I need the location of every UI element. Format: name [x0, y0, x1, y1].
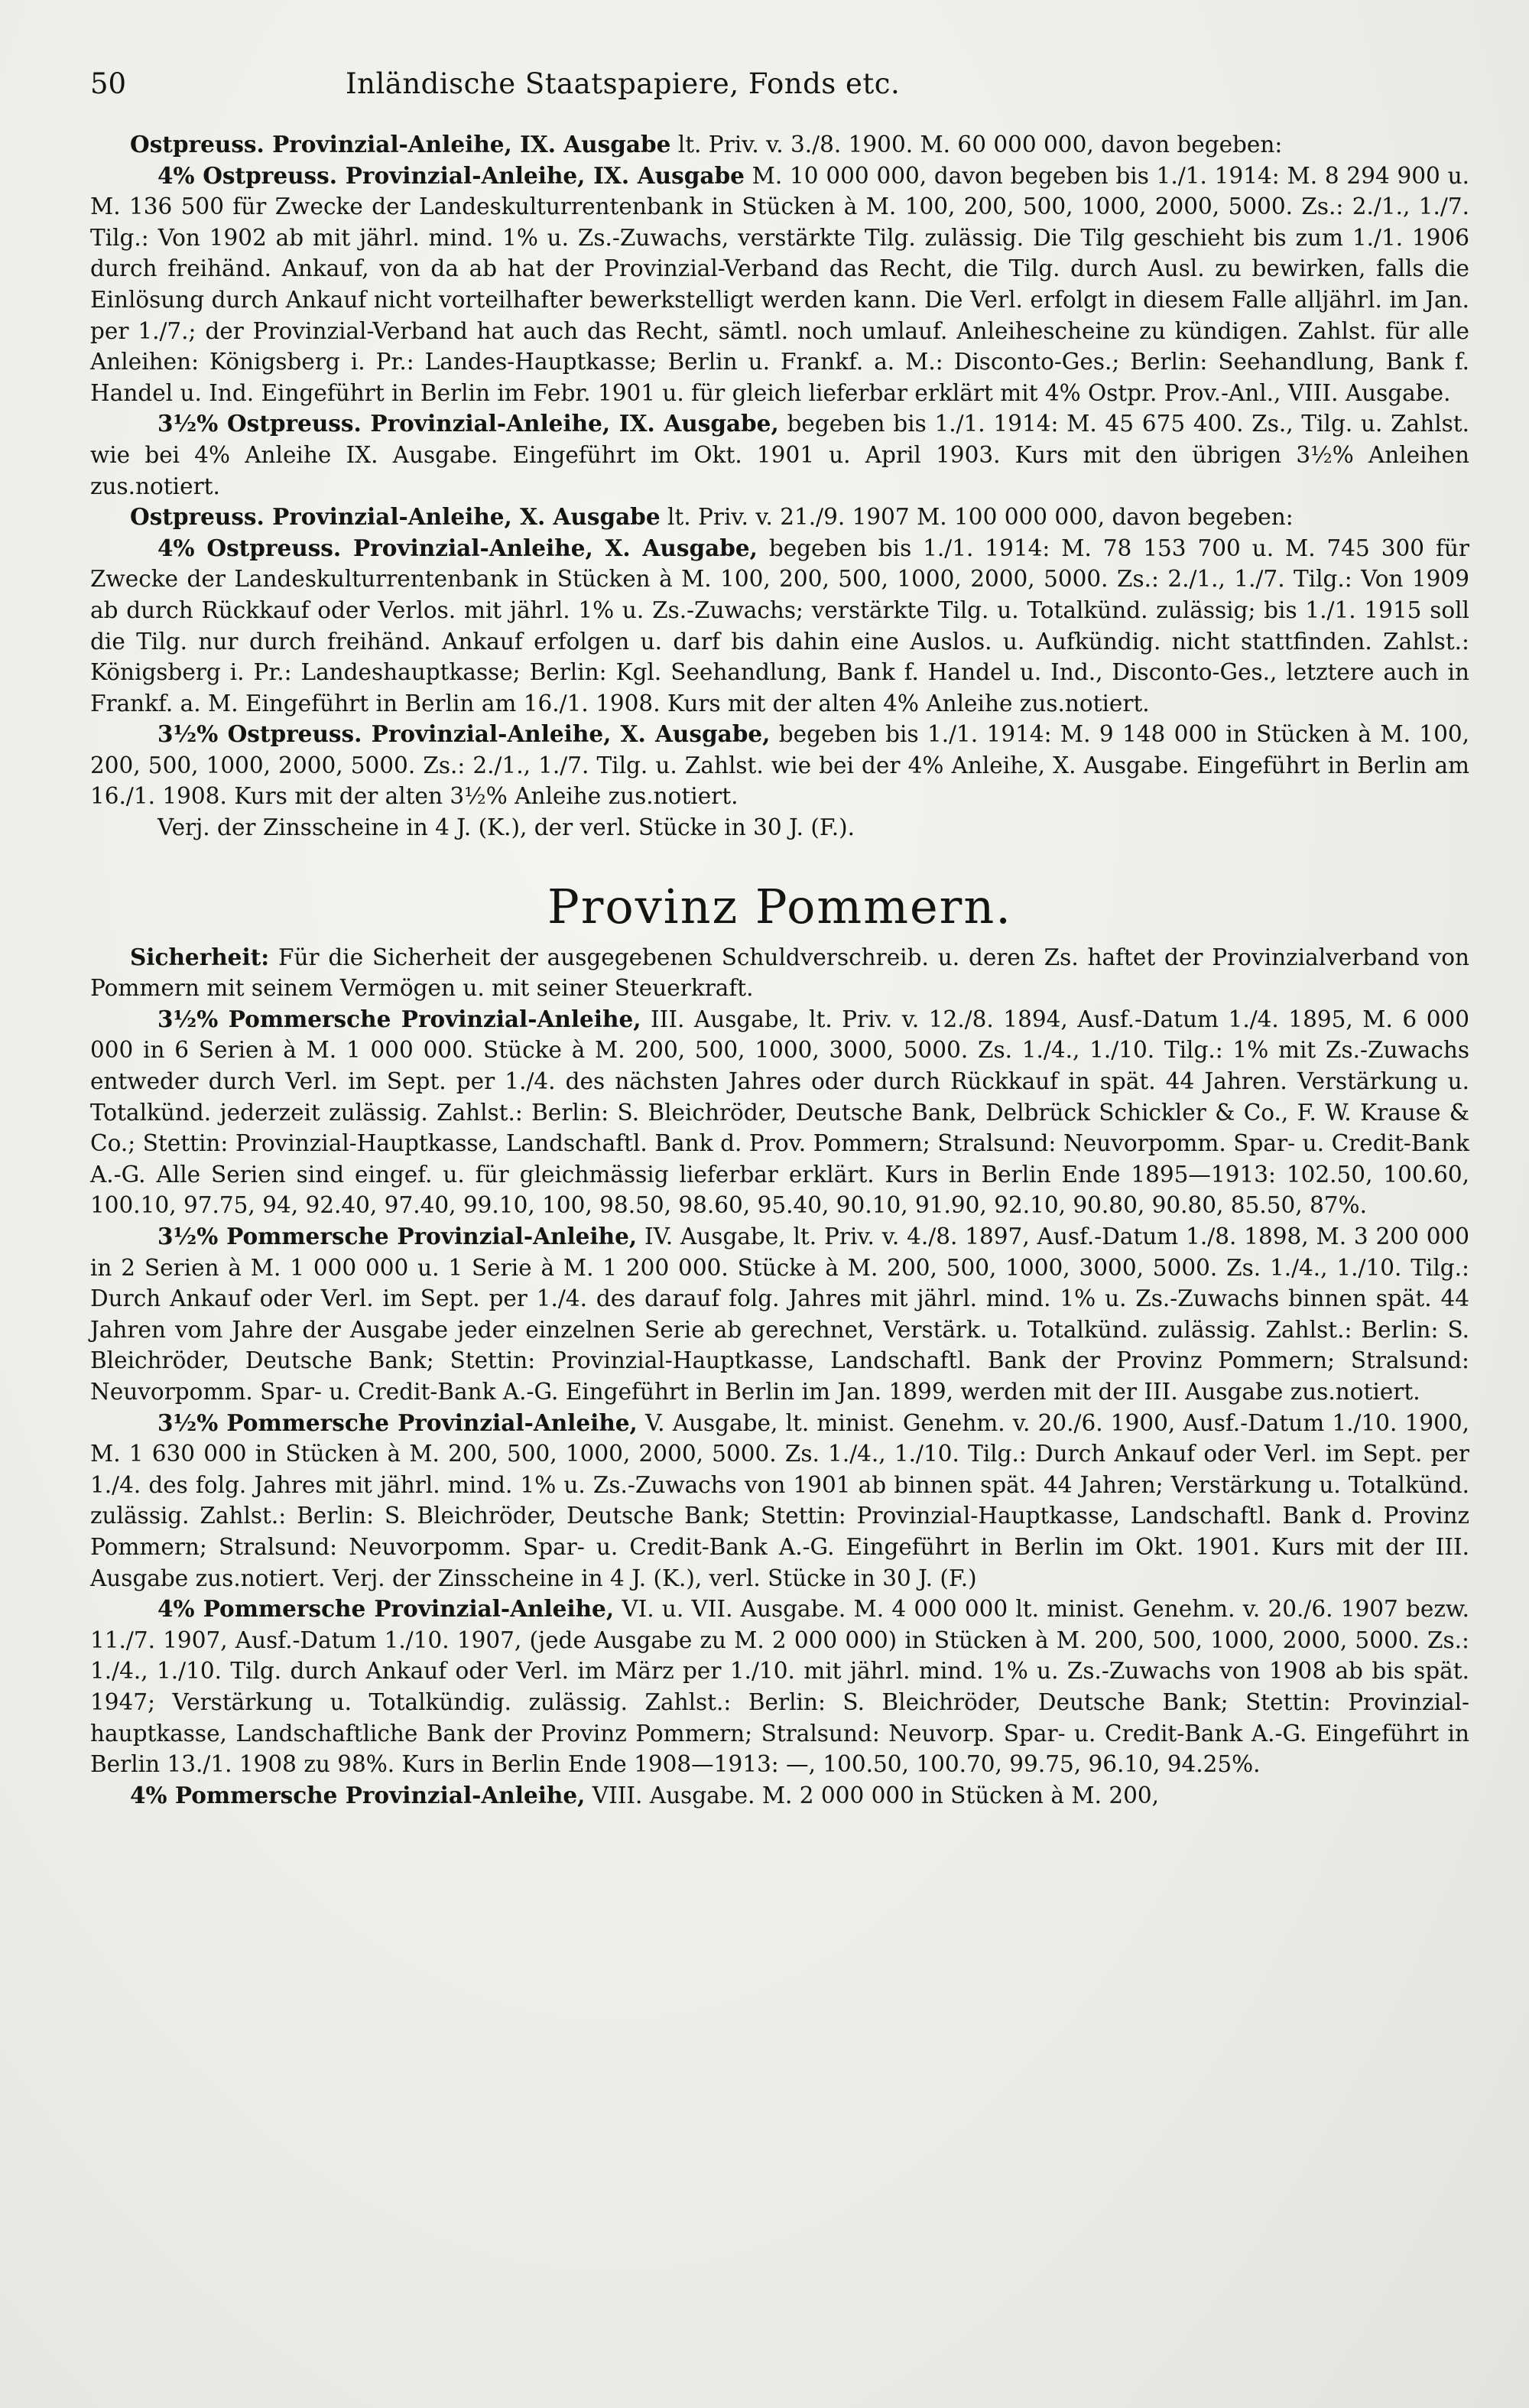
ostpr-x-35pct	[90, 719, 1469, 812]
ostpr-x-intro-heading: Ostpreuss. Provinzial-Anleihe, X. Ausgabe	[130, 503, 661, 531]
pommern-v-text: V. Ausgabe, lt. minist. Genehm. v. 20./6. 1900, Ausf.-Datum 1./10. 1900, M. 1 630 000 in Stücken à M. 200, 500, 1000, 2000, 5000. Zs. 1./4., 1./10. Tilg.: Durch Ankauf oder Verl. im Sept. per 1./4. des folg. Jahres mit jährl. mind. 1% u. Zs.-Zuwachs von 1901 ab binnen spät. 44 Jahren; Verstärkung u. Totalkünd. zulässig. Zahlst.: Berlin: S. Bleichröder, Deutsche Bank; Stettin: Provinzial-Hauptkasse, Landschaftl. Bank d. Provinz Pommern; Stralsund: Neuvorpomm. Spar- u. Credit-Bank A.-G. Eingeführt in Berlin im Okt. 1901. Kurs mit der III. Ausgabe zus.notiert. Verj. der Zinsscheine in 4 J. (K.), verl. Stücke in 30 J. (F.)	[90, 1409, 1470, 1591]
ostpr-ix-intro-text: lt. Priv. v. 3./8. 1900. M. 60 000 000, davon begeben:	[670, 132, 1283, 158]
pommern-iv-heading: 3½% Pommersche Provinzial-Anleihe,	[157, 1223, 638, 1249]
ostpr-ix-4pct-heading: 4% Ostpreuss. Provinzial-Anleihe, IX. Ausgabe	[157, 161, 745, 189]
page-number: 50	[90, 67, 127, 100]
pommern-viii	[90, 1780, 1469, 1812]
ostpr-x-35pct-text: begeben bis 1./1. 1914: M. 9 148 000 in Stücken à M. 100, 200, 500, 1000, 2000, 5000. Zs.: 2./1., 1./7. Tilg. u. Zahlst. wie bei der 4% Anleihe, X. Ausgabe. Eingeführt in Berlin am 16./1. 1908. Kurs mit der alten 3½% Anleihe zus.notiert.	[90, 721, 1469, 810]
pommern-vi-vii	[90, 1594, 1469, 1780]
pommern-vi-vii-text: VI. u. VII. Ausgabe. M. 4 000 000 lt. minist. Genehm. v. 20./6. 1907 bezw. 11./7. 1907, Ausf.-Datum 1./10. 1907, (jede Ausgabe zu M. 2 000 000) in Stücken à M. 200, 500, 1000, 2000, 5000. Zs.: 1./4., 1./10. Tilg. durch Ankauf oder Verl. im März per 1./10. mit jährl. mind. 1% u. Zs.-Zuwachs von 1908 ab bis spät. 1947; Verstärkung u. Totalkündig. zulässig. Zahlst.: Berlin: S. Bleichröder, Deutsche Bank; Stettin: Provinzial-hauptkasse, Landschaftliche Bank der Provinz Pommern; Stralsund: Neuvorp. Spar- u. Credit-Bank A.-G. Eingeführt in Berlin 13./1. 1908 zu 98%. Kurs in Berlin Ende 1908—1913: —, 100.50, 100.70, 99.75, 96.10, 94.25%.	[90, 1596, 1470, 1778]
pommern-sicherheit	[90, 942, 1469, 1004]
ostpr-x-intro	[90, 502, 1469, 533]
running-title: Inländische Staatspapiere, Fonds etc.	[346, 67, 901, 100]
ostpr-ix-35pct	[90, 408, 1469, 502]
ostpr-x-intro-text: lt. Priv. v. 21./9. 1907 M. 100 000 000, davon begeben:	[660, 504, 1294, 531]
pommern-viii-heading: 4% Pommersche Provinzial-Anleihe,	[130, 1781, 586, 1808]
section-title-pommern: Provinz Pommern.	[547, 878, 1012, 934]
ostpr-ix-35pct-text: begeben bis 1./1. 1914: M. 45 675 400. Zs., Tilg. u. Zahlst. wie bei 4% Anleihe IX. Ausgabe. Eingeführt im Okt. 1901 u. April 1903. Kurs mit den übrigen 3½% Anleihen zus.notiert.	[90, 411, 1469, 499]
pommern-viii-text: VIII. Ausgabe. M. 2 000 000 in Stücken à M. 200,	[585, 1782, 1160, 1808]
pommern-iii-heading: 3½% Pommersche Provinzial-Anleihe,	[157, 1005, 641, 1032]
pommern-iv-text: IV. Ausgabe, lt. Priv. v. 4./8. 1897, Ausf.-Datum 1./8. 1898, M. 3 200 000 in 2 Serien à M. 1 000 000 u. 1 Serie à M. 1 200 000. Stücke à M. 200, 500, 1000, 3000, 5000. Zs. 1./4., 1./10. Tilg.: Durch Ankauf oder Verl. im Sept. per 1./4. des darauf folg. Jahres mit jährl. mind. 1% u. Zs.-Zuwachs binnen spät. 44 Jahren vom Jahre der Ausgabe jeder einzelnen Serie ab gerechnet, Verstärk. u. Totalkünd. zulässig. Zahlst.: Berlin: S. Bleichröder, Deutsche Bank; Stettin: Provinzial-Hauptkasse, Landschaftl. Bank der Provinz Pommern; Stralsund: Neuvorpomm. Spar- u. Credit-Bank A.-G. Eingeführt in Berlin im Jan. 1899, werden mit der III. Ausgabe zus.notiert.	[90, 1223, 1469, 1405]
ostpr-x-35pct-heading: 3½% Ostpreuss. Provinzial-Anleihe, X. Ausgabe,	[157, 720, 771, 748]
pommern-vi-vii-heading: 4% Pommersche Provinzial-Anleihe,	[157, 1595, 615, 1623]
pommern-iii-text: III. Ausgabe, lt. Priv. v. 12./8. 1894, Ausf.-Datum 1./4. 1895, M. 6 000 000 in 6 Serien à M. 1 000 000. Stücke à M. 200, 500, 1000, 3000, 5000. Zs. 1./4., 1./10. Tilg.: 1% mit Zs.-Zuwachs entweder durch Verl. im Sept. per 1./4. des nächsten Jahres oder durch Rückkauf in spät. 44 Jahren. Verstärkung u. Totalkünd. jederzeit zulässig. Zahlst.: Berlin: S. Bleichröder, Deutsche Bank, Delbrück Schickler & Co., F. W. Krause & Co.; Stettin: Provinzial-Hauptkasse, Landschaftl. Bank d. Prov. Pommern; Stralsund: Neuvorpomm. Spar- u. Credit-Bank A.-G. Alle Serien sind eingef. u. für gleichmässig lieferbar erklärt. Kurs in Berlin Ende 1895—1913: 102.50, 100.60, 100.10, 97.75, 94, 92.40, 97.40, 99.10, 100, 98.50, 98.60, 95.40, 90.10, 91.90, 92.10, 90.80, 90.80, 85.50, 87%.	[90, 1006, 1470, 1219]
pommern-iii	[90, 1004, 1469, 1221]
pommern-sicherheit-text: Für die Sicherheit der ausgegebenen Schuldverschreib. u. deren Zs. haftet der Provinzialverband von Pommern mit seinem Vermögen u. mit seiner Steuerkraft.	[90, 944, 1469, 1002]
pommern-v-heading: 3½% Pommersche Provinzial-Anleihe,	[157, 1409, 638, 1436]
ostpr-ix-4pct	[90, 161, 1469, 409]
ostpr-x-4pct-text: begeben bis 1./1. 1914: M. 78 153 700 u. M. 745 300 für Zwecke der Landeskulturrentenbank in Stücken à M. 100, 200, 500, 1000, 2000, 5000. Zs.: 2./1., 1./7. Tilg.: Von 1909 ab durch Rückkauf oder Verlos. mit jährl. 1% u. Zs.-Zuwachs; verstärkte Tilg. u. Totalkünd. zulässig; bis 1./1. 1915 soll die Tilg. nur durch freihänd. Ankauf erfolgen u. darf bis dahin eine Auslos. u. Aufkündig. nicht stattfinden. Zahlst.: Königsberg i. Pr.: Landeshauptkasse; Berlin: Kgl. Seehandlung, Bank f. Handel u. Ind., Disconto-Ges., letztere auch in Frankf. a. M. Eingeführt in Berlin am 16./1. 1908. Kurs mit der alten 4% Anleihe zus.notiert.	[90, 535, 1469, 717]
ostpr-x-4pct-heading: 4% Ostpreuss. Provinzial-Anleihe, X. Ausgabe,	[157, 534, 758, 561]
pommern-v	[90, 1408, 1469, 1594]
pommern-sicherheit-label: Sicherheit:	[130, 943, 270, 970]
ostpr-x-4pct	[90, 533, 1469, 720]
ostpr-ix-4pct-text: M. 10 000 000, davon begeben bis 1./1. 1914: M. 8 294 900 u. M. 136 500 für Zwecke der Landeskulturrentenbank in Stücken à M. 100, 200, 500, 1000, 2000, 5000. Zs.: 2./1., 1./7. Tilg.: Von 1902 ab mit jährl. mind. 1% u. Zs.-Zuwachs, verstärkte Tilg. zulässig. Die Tilg geschieht bis zum 1./1. 1906 durch freihänd. Ankauf, von da ab hat der Provinzial-Verband das Recht, die Tilg. durch Ausl. zu bewirken, falls die Einlösung durch Ankauf nicht vorteilhafter bewerkstelligt werden kann. Die Verl. erfolgt in diesem Falle alljährl. im Jan. per 1./7.; der Provinzial-Verband hat auch das Recht, sämtl. noch umlauf. Anleihescheine zu kündigen. Zahlst. für alle Anleihen: Königsberg i. Pr.: Landes-Hauptkasse; Berlin u. Frankf. a. M.: Disconto-Ges.; Berlin: Seehandlung, Bank f. Handel u. Ind. Eingeführt in Berlin im Febr. 1901 u. für gleich lieferbar erklärt mit 4% Ostpr. Prov.-Anl., VIII. Ausgabe.	[90, 162, 1469, 406]
page-header	[90, 67, 1469, 100]
ostpr-ix-intro-heading: Ostpreuss. Provinzial-Anleihe, IX. Ausgabe	[130, 131, 671, 158]
ostpr-verjaehrung: Verj. der Zinsscheine in 4 J. (K.), der verl. Stücke in 30 J. (F.).	[157, 814, 855, 841]
ostpr-ix-35pct-heading: 3½% Ostpreuss. Provinzial-Anleihe, IX. Ausgabe,	[157, 410, 779, 437]
ostpr-ix-intro	[90, 129, 1469, 161]
pommern-iv	[90, 1221, 1469, 1408]
